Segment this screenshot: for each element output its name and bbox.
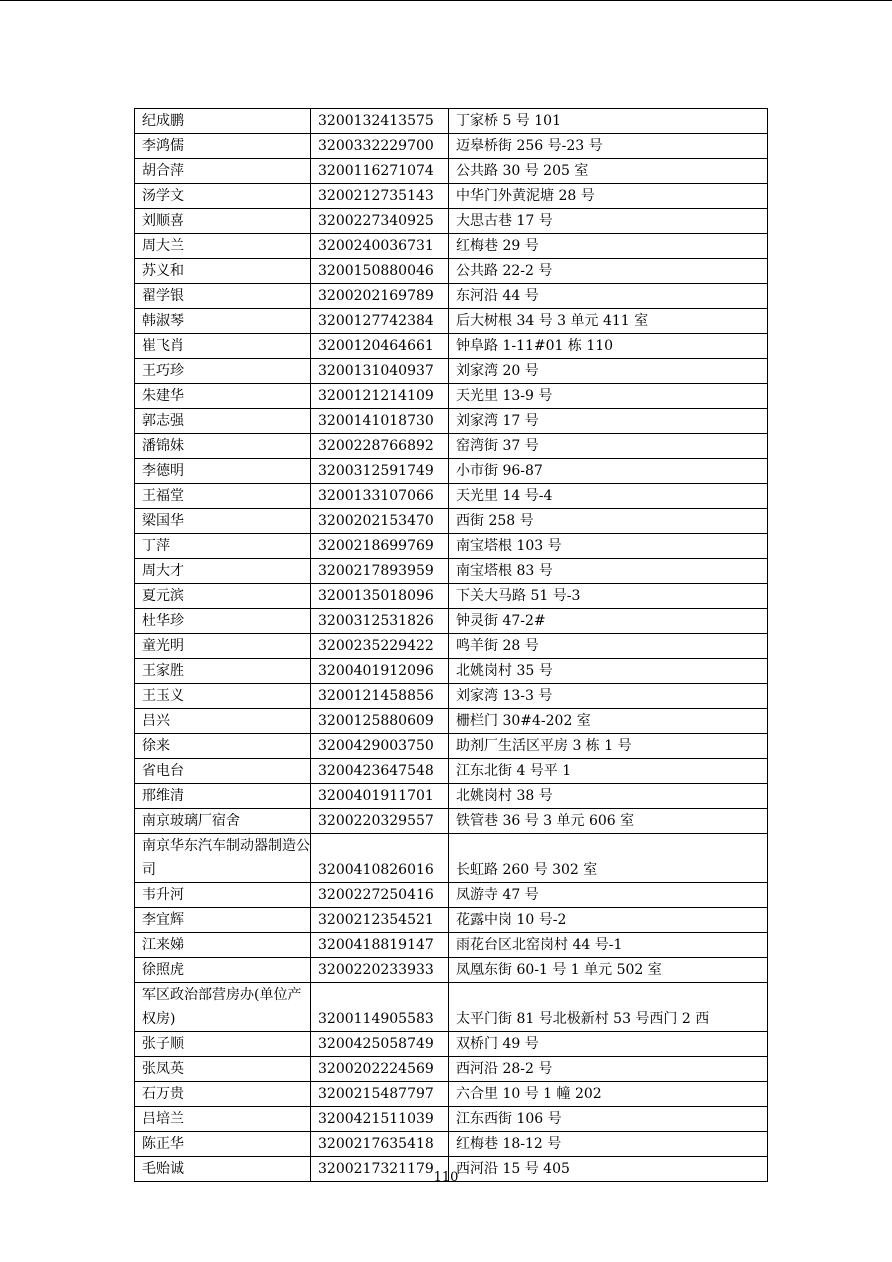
address-cell: 双桥门 49 号 bbox=[449, 1032, 768, 1057]
address-cell: 天光里 13-9 号 bbox=[449, 384, 768, 409]
account-number-cell: 3200202153470 bbox=[311, 509, 449, 534]
account-number-cell: 3200202169789 bbox=[311, 284, 449, 309]
name-cell: 翟学银 bbox=[135, 284, 311, 309]
account-number-cell: 3200401911701 bbox=[311, 784, 449, 809]
account-number-cell: 3200127742384 bbox=[311, 309, 449, 334]
name-cell: 王玉义 bbox=[135, 684, 311, 709]
table-row bbox=[135, 159, 768, 184]
table-row bbox=[135, 409, 768, 434]
table-row bbox=[135, 259, 768, 284]
table-row bbox=[135, 834, 768, 883]
table-row bbox=[135, 609, 768, 634]
address-cell: 助剂厂生活区平房 3 栋 1 号 bbox=[449, 734, 768, 759]
address-cell: 栅栏门 30#4-202 室 bbox=[449, 709, 768, 734]
table-row bbox=[135, 434, 768, 459]
address-cell: 北姚岗村 35 号 bbox=[449, 659, 768, 684]
account-number-cell: 3200121458856 bbox=[311, 684, 449, 709]
address-cell: 北姚岗村 38 号 bbox=[449, 784, 768, 809]
address-cell: 天光里 14 号-4 bbox=[449, 484, 768, 509]
address-cell: 凤凰东街 60-1 号 1 单元 502 室 bbox=[449, 958, 768, 983]
table-row bbox=[135, 284, 768, 309]
records-table bbox=[134, 108, 768, 1182]
address-cell: 窑湾街 37 号 bbox=[449, 434, 768, 459]
account-number-cell: 3200312591749 bbox=[311, 459, 449, 484]
account-number-cell: 3200418819147 bbox=[311, 933, 449, 958]
address-cell: 钟灵街 47-2# bbox=[449, 609, 768, 634]
address-cell: 刘家湾 13-3 号 bbox=[449, 684, 768, 709]
name-cell: 韩淑琴 bbox=[135, 309, 311, 334]
table-row bbox=[135, 1082, 768, 1107]
account-number-cell: 3200150880046 bbox=[311, 259, 449, 284]
address-cell: 中华门外黄泥塘 28 号 bbox=[449, 184, 768, 209]
account-number-cell: 3200135018096 bbox=[311, 584, 449, 609]
account-number-cell: 3200120464661 bbox=[311, 334, 449, 359]
address-cell: 六合里 10 号 1 幢 202 bbox=[449, 1082, 768, 1107]
table-row bbox=[135, 509, 768, 534]
table-row bbox=[135, 883, 768, 908]
table-row bbox=[135, 234, 768, 259]
table-row bbox=[135, 309, 768, 334]
account-number-cell: 3200125880609 bbox=[311, 709, 449, 734]
name-cell: 张凤英 bbox=[135, 1057, 311, 1082]
account-number-cell: 3200202224569 bbox=[311, 1057, 449, 1082]
name-cell: 南京华东汽车制动器制造公司 bbox=[135, 834, 311, 883]
name-cell: 童光明 bbox=[135, 634, 311, 659]
address-cell: 南宝塔根 83 号 bbox=[449, 559, 768, 584]
name-cell: 毛贻诚 bbox=[135, 1157, 311, 1182]
name-cell: 梁国华 bbox=[135, 509, 311, 534]
table-row bbox=[135, 559, 768, 584]
address-cell: 江东北街 4 号平 1 bbox=[449, 759, 768, 784]
account-number-cell: 3200228766892 bbox=[311, 434, 449, 459]
name-cell: 周大才 bbox=[135, 559, 311, 584]
address-cell: 南宝塔根 103 号 bbox=[449, 534, 768, 559]
account-number-cell: 3200133107066 bbox=[311, 484, 449, 509]
name-cell: 潘锦妹 bbox=[135, 434, 311, 459]
account-number-cell: 3200421511039 bbox=[311, 1107, 449, 1132]
account-number-cell: 3200212354521 bbox=[311, 908, 449, 933]
table-row bbox=[135, 709, 768, 734]
address-cell: 铁管巷 36 号 3 单元 606 室 bbox=[449, 809, 768, 834]
table-row bbox=[135, 809, 768, 834]
table-row bbox=[135, 334, 768, 359]
address-cell: 公共路 30 号 205 室 bbox=[449, 159, 768, 184]
table-row bbox=[135, 734, 768, 759]
address-cell: 长虹路 260 号 302 室 bbox=[449, 834, 768, 883]
table-row bbox=[135, 958, 768, 983]
name-cell: 王家胜 bbox=[135, 659, 311, 684]
name-cell: 汤学文 bbox=[135, 184, 311, 209]
account-number-cell: 3200114905583 bbox=[311, 983, 449, 1032]
account-number-cell: 3200131040937 bbox=[311, 359, 449, 384]
table-row bbox=[135, 1107, 768, 1132]
name-cell: 邢维清 bbox=[135, 784, 311, 809]
table-row bbox=[135, 684, 768, 709]
name-cell: 李宜辉 bbox=[135, 908, 311, 933]
address-cell: 凤游寺 47 号 bbox=[449, 883, 768, 908]
table-row bbox=[135, 634, 768, 659]
top-border-line bbox=[0, 0, 892, 1]
name-cell: 张子顺 bbox=[135, 1032, 311, 1057]
address-cell: 刘家湾 17 号 bbox=[449, 409, 768, 434]
name-cell: 杜华珍 bbox=[135, 609, 311, 634]
address-cell: 鸣羊街 28 号 bbox=[449, 634, 768, 659]
name-cell: 陈正华 bbox=[135, 1132, 311, 1157]
table-row bbox=[135, 184, 768, 209]
table-row bbox=[135, 534, 768, 559]
name-cell: 王巧珍 bbox=[135, 359, 311, 384]
address-cell: 丁家桥 5 号 101 bbox=[449, 109, 768, 134]
account-number-cell: 3200215487797 bbox=[311, 1082, 449, 1107]
table-row bbox=[135, 359, 768, 384]
name-cell: 吕培兰 bbox=[135, 1107, 311, 1132]
table-row bbox=[135, 784, 768, 809]
table-row bbox=[135, 1132, 768, 1157]
address-cell: 西河沿 28-2 号 bbox=[449, 1057, 768, 1082]
address-cell: 红梅巷 18-12 号 bbox=[449, 1132, 768, 1157]
name-cell: 朱建华 bbox=[135, 384, 311, 409]
address-cell: 花露中岗 10 号-2 bbox=[449, 908, 768, 933]
address-cell: 公共路 22-2 号 bbox=[449, 259, 768, 284]
table-row bbox=[135, 134, 768, 159]
page-number: 110 bbox=[433, 1170, 459, 1185]
name-cell: 胡合萍 bbox=[135, 159, 311, 184]
account-number-cell: 3200217321179 bbox=[311, 1157, 449, 1182]
account-number-cell: 3200240036731 bbox=[311, 234, 449, 259]
address-cell: 西街 258 号 bbox=[449, 509, 768, 534]
table-row bbox=[135, 584, 768, 609]
table-row bbox=[135, 384, 768, 409]
table-row bbox=[135, 908, 768, 933]
name-cell: 省电台 bbox=[135, 759, 311, 784]
name-cell: 军区政治部营房办(单位产权房) bbox=[135, 983, 311, 1032]
name-cell: 江来娣 bbox=[135, 933, 311, 958]
name-cell: 南京玻璃厂宿舍 bbox=[135, 809, 311, 834]
address-cell: 后大树根 34 号 3 单元 411 室 bbox=[449, 309, 768, 334]
address-cell: 迈皋桥街 256 号-23 号 bbox=[449, 134, 768, 159]
account-number-cell: 3200220329557 bbox=[311, 809, 449, 834]
name-cell: 吕兴 bbox=[135, 709, 311, 734]
name-cell: 周大兰 bbox=[135, 234, 311, 259]
account-number-cell: 3200220233933 bbox=[311, 958, 449, 983]
address-cell: 西河沿 15 号 405 bbox=[449, 1157, 768, 1182]
table-row bbox=[135, 109, 768, 134]
name-cell: 石万贵 bbox=[135, 1082, 311, 1107]
name-cell: 夏元滨 bbox=[135, 584, 311, 609]
address-cell: 刘家湾 20 号 bbox=[449, 359, 768, 384]
address-cell: 太平门街 81 号北极新村 53 号西门 2 西 bbox=[449, 983, 768, 1032]
account-number-cell: 3200218699769 bbox=[311, 534, 449, 559]
account-number-cell: 3200116271074 bbox=[311, 159, 449, 184]
account-number-cell: 3200429003750 bbox=[311, 734, 449, 759]
table-row bbox=[135, 1057, 768, 1082]
address-cell: 红梅巷 29 号 bbox=[449, 234, 768, 259]
address-cell: 下关大马路 51 号-3 bbox=[449, 584, 768, 609]
address-cell: 江东西街 106 号 bbox=[449, 1107, 768, 1132]
account-number-cell: 3200423647548 bbox=[311, 759, 449, 784]
account-number-cell: 3200141018730 bbox=[311, 409, 449, 434]
table-row bbox=[135, 983, 768, 1032]
account-number-cell: 3200212735143 bbox=[311, 184, 449, 209]
table-row bbox=[135, 459, 768, 484]
name-cell: 徐来 bbox=[135, 734, 311, 759]
name-cell: 李德明 bbox=[135, 459, 311, 484]
table-row bbox=[135, 484, 768, 509]
account-number-cell: 3200235229422 bbox=[311, 634, 449, 659]
name-cell: 郭志强 bbox=[135, 409, 311, 434]
account-number-cell: 3200121214109 bbox=[311, 384, 449, 409]
table-row bbox=[135, 1032, 768, 1057]
name-cell: 崔飞肖 bbox=[135, 334, 311, 359]
name-cell: 纪成鹏 bbox=[135, 109, 311, 134]
account-number-cell: 3200332229700 bbox=[311, 134, 449, 159]
account-number-cell: 3200401912096 bbox=[311, 659, 449, 684]
account-number-cell: 3200217893959 bbox=[311, 559, 449, 584]
account-number-cell: 3200227340925 bbox=[311, 209, 449, 234]
table-row bbox=[135, 933, 768, 958]
address-cell: 钟阜路 1-11#01 栋 110 bbox=[449, 334, 768, 359]
account-number-cell: 3200410826016 bbox=[311, 834, 449, 883]
account-number-cell: 3200425058749 bbox=[311, 1032, 449, 1057]
table-row bbox=[135, 209, 768, 234]
table-row bbox=[135, 759, 768, 784]
records-table-body bbox=[135, 109, 768, 1182]
address-cell: 东河沿 44 号 bbox=[449, 284, 768, 309]
name-cell: 李鸿儒 bbox=[135, 134, 311, 159]
account-number-cell: 3200217635418 bbox=[311, 1132, 449, 1157]
address-cell: 小市街 96-87 bbox=[449, 459, 768, 484]
account-number-cell: 3200227250416 bbox=[311, 883, 449, 908]
name-cell: 丁萍 bbox=[135, 534, 311, 559]
name-cell: 苏义和 bbox=[135, 259, 311, 284]
table-row bbox=[135, 659, 768, 684]
address-cell: 大思古巷 17 号 bbox=[449, 209, 768, 234]
account-number-cell: 3200312531826 bbox=[311, 609, 449, 634]
account-number-cell: 3200132413575 bbox=[311, 109, 449, 134]
name-cell: 刘顺喜 bbox=[135, 209, 311, 234]
name-cell: 韦升河 bbox=[135, 883, 311, 908]
name-cell: 徐照虎 bbox=[135, 958, 311, 983]
name-cell: 王福堂 bbox=[135, 484, 311, 509]
address-cell: 雨花台区北窑岗村 44 号-1 bbox=[449, 933, 768, 958]
